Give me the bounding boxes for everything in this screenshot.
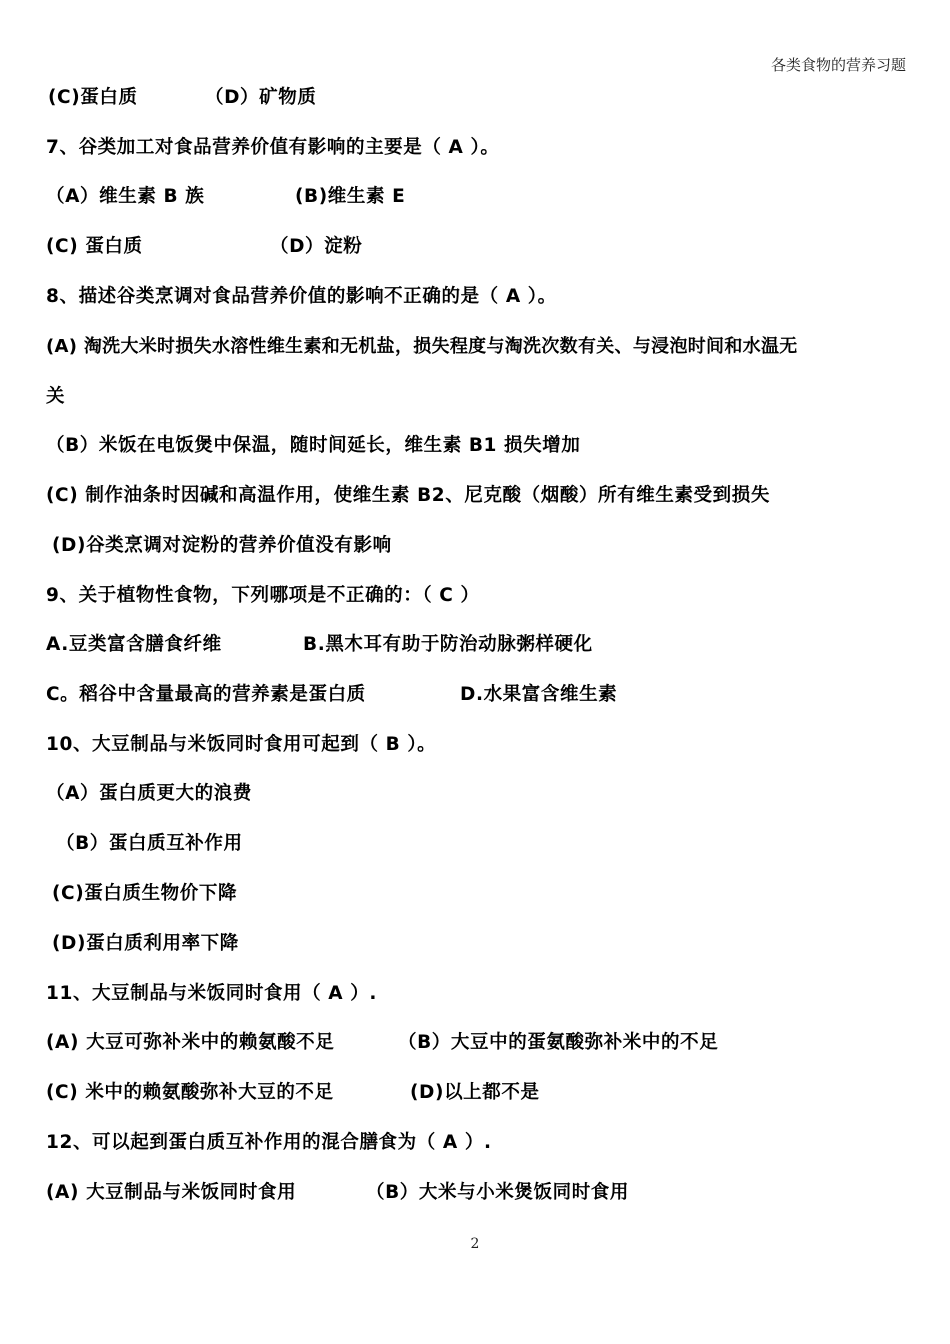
question-12: 12、可以起到蛋白质互补作用的混合膳食为（ A ）. bbox=[46, 1132, 492, 1153]
question-11-option-a: (A) 大豆可弥补米中的赖氨酸不足 bbox=[46, 1032, 335, 1053]
question-8: 8、描述谷类烹调对食品营养价值的影响不正确的是（ A ）。 bbox=[46, 286, 557, 307]
question-9-option-b: B.黑木耳有助于防治动脉粥样硬化 bbox=[303, 634, 593, 655]
question-8-option-b: （B）米饭在电饭煲中保温，随时间延长，维生素 B1 损失增加 bbox=[46, 435, 581, 456]
question-10: 10、大豆制品与米饭同时食用可起到（ B ）。 bbox=[46, 734, 437, 755]
question-11-option-c: (C) 米中的赖氨酸弥补大豆的不足 bbox=[46, 1082, 334, 1103]
question-9-option-d: D.水果富含维生素 bbox=[460, 684, 618, 705]
question-10-option-d: (D)蛋白质利用率下降 bbox=[52, 933, 239, 954]
question-9: 9、关于植物性食物，下列哪项是不正确的：（ C ） bbox=[46, 585, 480, 606]
question-8-option-a: (A) 淘洗大米时损失水溶性维生素和无机盐，损失程度与淘洗次数有关、与浸泡时间和水温无 bbox=[46, 336, 798, 357]
page-header-title: 各类食物的营养习题 bbox=[770, 56, 906, 74]
question-12-option-b: （B）大米与小米煲饭同时食用 bbox=[366, 1182, 630, 1203]
question-7-option-c: (C) 蛋白质 bbox=[46, 236, 143, 257]
question-10-option-a: （A）蛋白质更大的浪费 bbox=[46, 783, 252, 804]
question-7-option-a: （A）维生素 B 族 bbox=[46, 186, 205, 207]
question-8-option-c: (C) 制作油条时因碱和高温作用，使维生素 B2、尼克酸（烟酸）所有维生素受到损失 bbox=[46, 485, 770, 506]
question-7-option-d: （D）淀粉 bbox=[270, 236, 363, 257]
question-7-option-b: (B)维生素 E bbox=[295, 186, 406, 207]
question-8-option-a-continued: 关 bbox=[46, 386, 66, 407]
question-11-option-d: (D)以上都不是 bbox=[410, 1082, 540, 1103]
question-9-option-c: C。稻谷中含量最高的营养素是蛋白质 bbox=[46, 684, 366, 705]
question-12-option-a: (A) 大豆制品与米饭同时食用 bbox=[46, 1182, 297, 1203]
question-11: 11、大豆制品与米饭同时食用（ A ）. bbox=[46, 983, 377, 1004]
question-11-option-b: （B）大豆中的蛋氨酸弥补米中的不足 bbox=[398, 1032, 719, 1053]
question-8-option-d: (D)谷类烹调对淀粉的营养价值没有影响 bbox=[52, 535, 392, 556]
question-10-option-c: (C)蛋白质生物价下降 bbox=[52, 883, 238, 904]
question-9-option-a: A.豆类富含膳食纤维 bbox=[46, 634, 222, 655]
question-10-option-b: （B）蛋白质互补作用 bbox=[56, 833, 243, 854]
option-c-protein: (C)蛋白质 bbox=[48, 87, 138, 108]
page-number: 2 bbox=[470, 1236, 480, 1252]
question-7: 7、谷类加工对食品营养价值有影响的主要是（ A ）。 bbox=[46, 137, 500, 158]
option-d-minerals: （D）矿物质 bbox=[205, 87, 317, 108]
